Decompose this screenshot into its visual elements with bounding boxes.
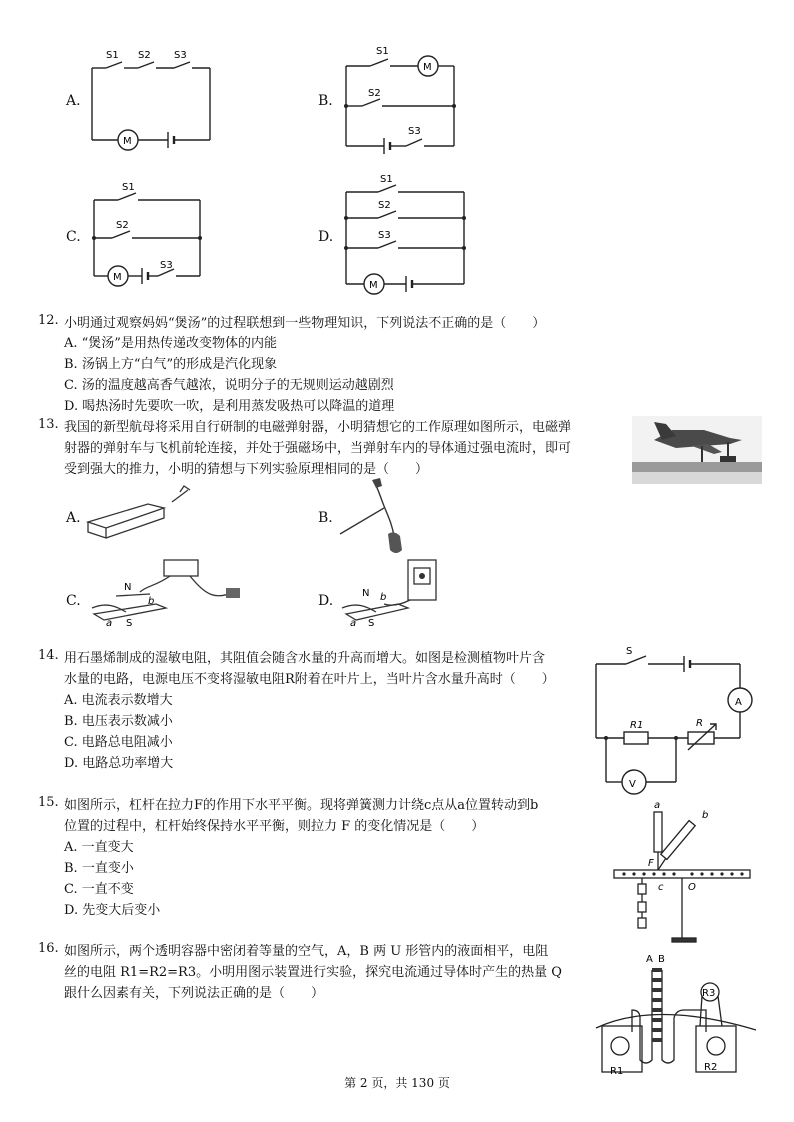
q13-option-b-label: B.: [318, 510, 333, 526]
q13-number: 13.: [38, 417, 59, 432]
q16-number: 16.: [38, 941, 59, 956]
q13-stem-line-1: 我国的新型航母将采用自行研制的电磁弹射器，小明猜想它的工作原理如图所示，电磁弹: [64, 420, 572, 435]
svg-text:N: N: [124, 582, 132, 593]
svg-text:S2: S2: [378, 200, 391, 211]
svg-text:M: M: [369, 280, 378, 291]
motor-symbol-a: M: [123, 136, 132, 147]
svg-text:S2: S2: [116, 220, 129, 231]
q15-option-b[interactable]: B. 一直变小: [64, 861, 134, 876]
svg-text:V: V: [629, 779, 636, 790]
svg-text:a: a: [350, 618, 357, 629]
q11-circuit-d: [340, 172, 470, 300]
q14-option-a[interactable]: A. 电流表示数增大: [64, 693, 173, 708]
q14-option-b[interactable]: B. 电压表示数减小: [64, 714, 173, 729]
q15-number: 15.: [38, 795, 59, 810]
q13-catapult-figure: [632, 416, 762, 484]
svg-text:M: M: [113, 272, 122, 283]
svg-text:A: A: [646, 954, 653, 965]
svg-text:c: c: [658, 882, 664, 893]
q11-option-c-label: C.: [66, 229, 81, 245]
q11-option-d-label: D.: [318, 229, 334, 245]
svg-text:B: B: [658, 954, 665, 965]
q12-number: 12.: [38, 313, 59, 328]
svg-text:S: S: [368, 618, 375, 629]
svg-text:R1: R1: [610, 1066, 624, 1077]
svg-text:A: A: [735, 697, 742, 708]
q16-stem-line-3: 跟什么因素有关，下列说法正确的是（ ）: [64, 986, 325, 1001]
q11-circuit-a: [88, 44, 218, 154]
q14-stem-line-2: 水量的电路，电源电压不变将湿敏电阻R附着在叶片上，当叶片含水量升高时（ ）: [64, 672, 555, 687]
svg-text:b: b: [380, 592, 387, 603]
q16-stem-line-1: 如图所示，两个透明容器中密闭着等量的空气，A，B 两 U 形管内的液面相平，电阻: [64, 944, 549, 959]
svg-text:S1: S1: [380, 174, 393, 185]
q16-heating-figure: [596, 950, 756, 1078]
page-footer: 第 2 页，共 130 页: [344, 1076, 450, 1090]
q15-option-a[interactable]: A. 一直变大: [64, 840, 134, 855]
svg-text:S3: S3: [174, 50, 187, 61]
q13-stem-line-3: 受到强大的推力，小明的猜想与下列实验原理相同的是（ ）: [64, 462, 429, 477]
q14-stem-line-1: 用石墨烯制成的湿敏电阻，其阻值会随含水量的升高而增大。如图是检测植物叶片含: [64, 651, 546, 666]
q11-option-a-label: A.: [66, 93, 81, 109]
svg-text:S3: S3: [378, 230, 391, 241]
svg-text:R2: R2: [704, 1062, 718, 1073]
q11-circuit-b: [340, 42, 470, 157]
svg-text:S: S: [126, 618, 133, 629]
svg-text:S1: S1: [376, 46, 389, 57]
svg-text:S2: S2: [368, 88, 381, 99]
svg-text:a: a: [106, 618, 113, 629]
q15-lever-figure: [610, 798, 760, 946]
svg-text:F: F: [648, 858, 654, 869]
svg-text:a: a: [654, 800, 661, 811]
svg-text:M: M: [423, 62, 432, 73]
q13-option-d-label: D.: [318, 593, 334, 609]
q11-circuit-c: [88, 178, 218, 293]
q13-option-a-figure[interactable]: [84, 484, 194, 544]
svg-text:R3: R3: [702, 988, 716, 999]
q12-option-c[interactable]: C. 汤的温度越高香气越浓，说明分子的无规则运动越剧烈: [64, 378, 394, 393]
svg-text:R: R: [696, 718, 703, 729]
q14-option-d[interactable]: D. 电路总功率增大: [64, 756, 174, 771]
q12-option-d[interactable]: D. 喝热汤时先要吹一吹，是利用蒸发吸热可以降温的道理: [64, 399, 395, 414]
q12-option-a[interactable]: A. “煲汤”是用热传递改变物体的内能: [64, 336, 277, 351]
q13-option-c-label: C.: [66, 593, 81, 609]
q12-option-b[interactable]: B. 汤锅上方“白气”的形成是汽化现象: [64, 357, 278, 372]
svg-text:S: S: [626, 646, 633, 657]
q12-stem: 小明通过观察妈妈“煲汤”的过程联想到一些物理知识，下列说法不正确的是（ ）: [64, 316, 546, 331]
q16-stem-line-2: 丝的电阻 R1=R2=R3。小明用图示装置进行实验，探究电流通过导体时产生的热量 Q: [64, 965, 562, 980]
svg-text:S3: S3: [408, 126, 421, 137]
svg-text:O: O: [688, 882, 696, 893]
q13-option-a-label: A.: [66, 510, 81, 526]
svg-text:S2: S2: [138, 50, 151, 61]
q14-circuit-figure: [592, 640, 767, 800]
q15-option-d[interactable]: D. 先变大后变小: [64, 903, 161, 918]
q13-option-d-figure[interactable]: [338, 556, 448, 628]
svg-text:S1: S1: [122, 182, 135, 193]
q14-option-c[interactable]: C. 电路总电阻减小: [64, 735, 173, 750]
svg-text:b: b: [148, 596, 155, 607]
q13-stem-line-2: 射器的弹射车与飞机前轮连接，并处于强磁场中，当弹射车内的导体通过强电流时，即可: [64, 441, 572, 456]
q15-stem-line-2: 位置的过程中，杠杆始终保持水平平衡，则拉力 F 的变化情况是（ ）: [64, 819, 485, 834]
svg-text:R1: R1: [630, 720, 644, 731]
svg-text:S3: S3: [160, 260, 173, 271]
q15-stem-line-1: 如图所示，杠杆在拉力F的作用下水平平衡。现将弹簧测力计绕c点从a位置转动到b: [64, 798, 539, 813]
q14-number: 14.: [38, 648, 59, 663]
svg-text:N: N: [362, 588, 370, 599]
svg-text:S1: S1: [106, 50, 119, 61]
q13-option-c-figure[interactable]: [86, 556, 246, 628]
q13-option-b-figure[interactable]: [336, 478, 416, 558]
q11-option-b-label: B.: [318, 93, 333, 109]
q15-option-c[interactable]: C. 一直不变: [64, 882, 134, 897]
svg-text:b: b: [702, 810, 709, 821]
